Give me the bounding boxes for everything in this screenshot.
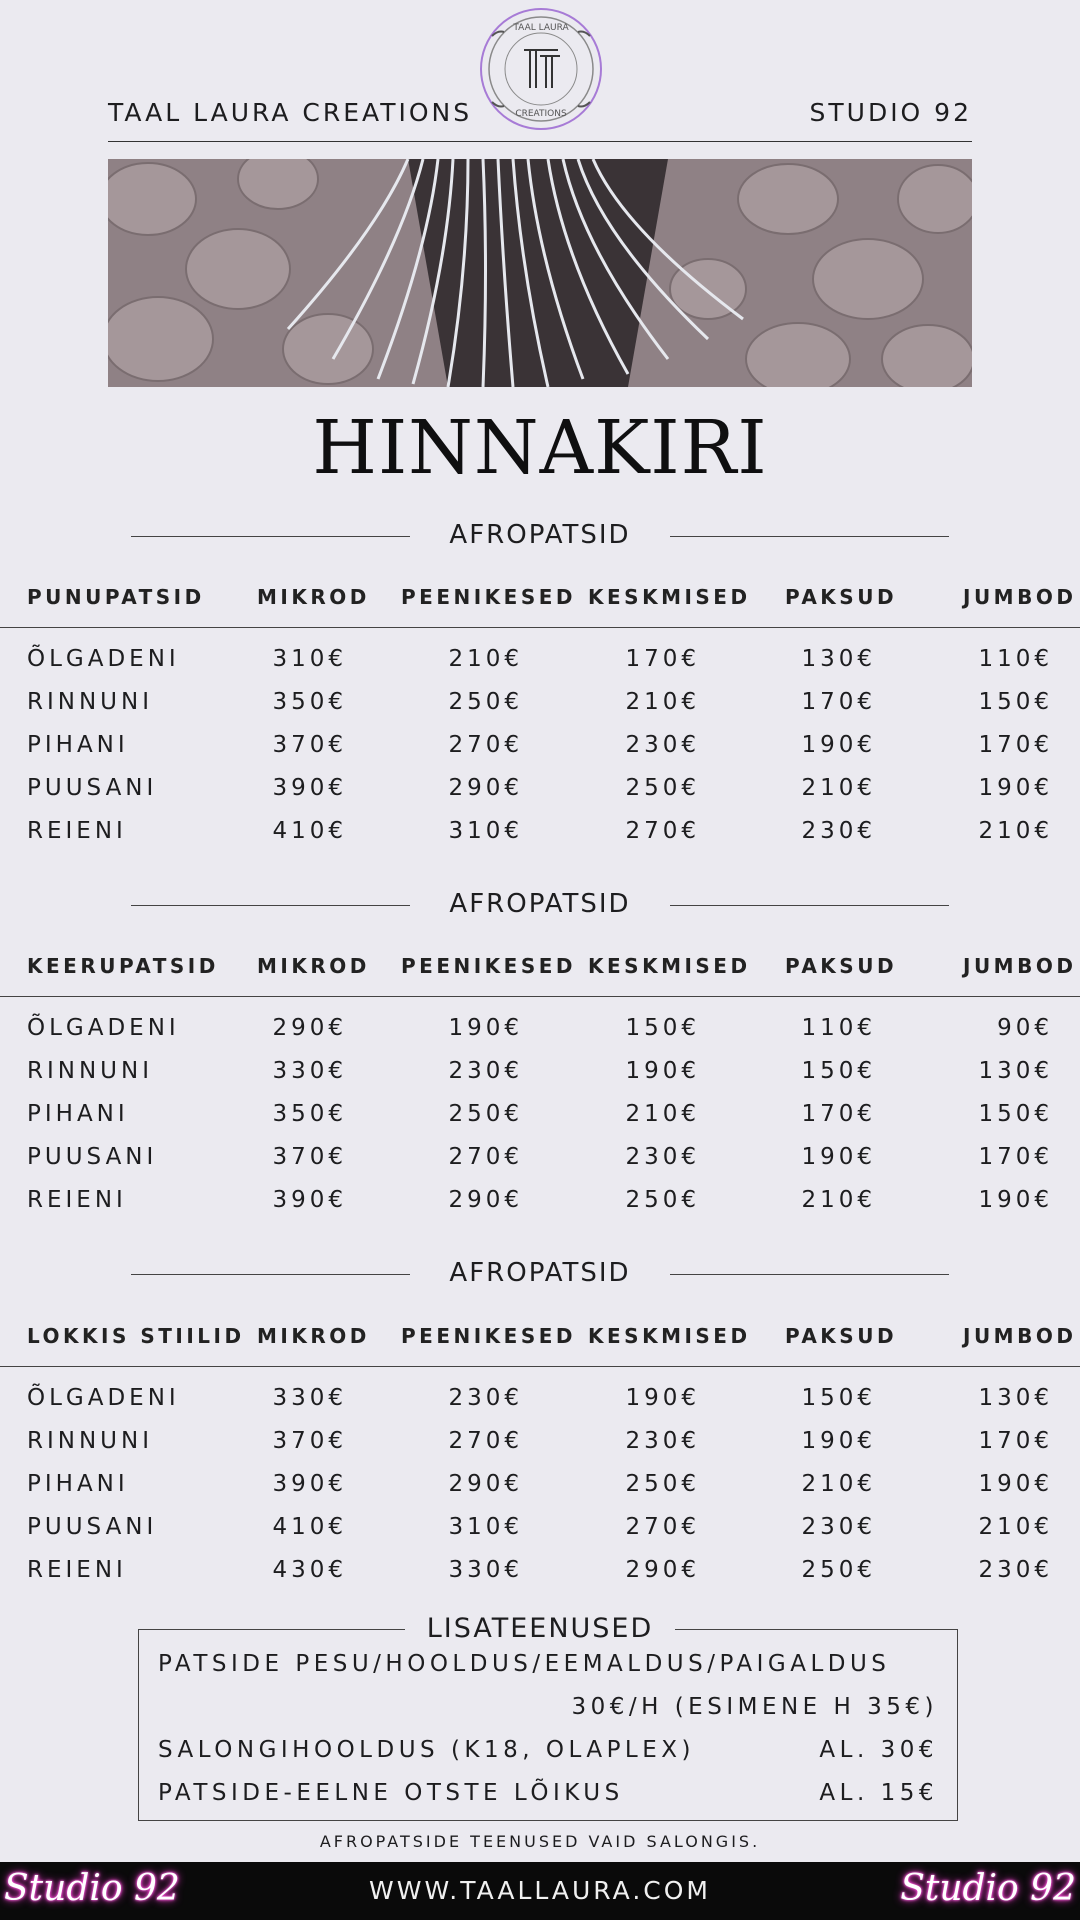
row-label: PIHANI [27,1101,129,1127]
price-cell: 210€ [448,646,523,672]
footer-note: AFROPATSIDE TEENUSED VAID SALONGIS. [319,1832,761,1851]
price-cell: 410€ [272,818,347,844]
price-cell: 190€ [978,1187,1053,1213]
price-cell: 330€ [448,1557,523,1583]
column-header: MIKROD [257,585,370,609]
row-label: REIENI [27,818,127,844]
price-cell: 270€ [625,1514,700,1540]
price-cell: 170€ [978,1428,1053,1454]
section-heading-3 [0,1254,1080,1294]
price-cell: 210€ [801,1187,876,1213]
price-cell: 90€ [997,1015,1053,1041]
price-table-keerupatsid [0,948,1080,1230]
table-row [0,1471,1080,1514]
extras-service-1: PATSIDE PESU/HOOLDUS/EEMALDUS/PAIGALDUS [158,1651,891,1677]
price-cell: 250€ [625,775,700,801]
price-cell: 230€ [801,818,876,844]
price-cell: 170€ [801,689,876,715]
studio-signature-right: Studio 92 [900,1868,1076,1909]
table-header-divider [0,1366,1080,1367]
price-cell: 110€ [801,1015,876,1041]
logo-text-bottom: CREATIONS [515,109,567,119]
column-header: JUMBOD [963,954,1077,978]
section-heading-1 [0,516,1080,556]
column-header: MIKROD [257,954,370,978]
page-title: HINNAKIRI [312,405,768,491]
price-cell: 250€ [801,1557,876,1583]
row-label: PIHANI [27,1471,129,1497]
price-cell: 190€ [978,775,1053,801]
table-row [0,1058,1080,1101]
column-header: PEENIKESED [401,1324,576,1348]
column-header: PAKSUD [785,1324,898,1348]
row-label: PUUSANI [27,775,158,801]
row-label: ÕLGADENI [27,646,180,672]
price-cell: 310€ [448,1514,523,1540]
extras-service-1-price: 30€/H (ESIMENE H 35€) [571,1694,938,1720]
price-cell: 250€ [448,1101,523,1127]
column-header: PAKSUD [785,954,898,978]
row-label: RINNUNI [27,1058,153,1084]
row-label: ÕLGADENI [27,1015,180,1041]
price-cell: 210€ [978,818,1053,844]
table-row [0,646,1080,689]
column-header: LOKKIS STIILID [27,1324,245,1348]
price-cell: 310€ [272,646,347,672]
column-header: MIKROD [257,1324,370,1348]
column-header: KESKMISED [588,954,751,978]
table-row [0,1385,1080,1428]
price-cell: 330€ [272,1385,347,1411]
price-cell: 250€ [448,689,523,715]
price-cell: 150€ [801,1385,876,1411]
price-cell: 270€ [448,1144,523,1170]
table-row [0,1101,1080,1144]
extras-service-3-price: AL. 15€ [819,1780,938,1806]
price-cell: 190€ [448,1015,523,1041]
price-cell: 370€ [272,732,347,758]
studio-signature-left: Studio 92 [4,1868,180,1909]
column-header: KESKMISED [588,1324,751,1348]
table-header-row [0,579,1080,621]
price-cell: 370€ [272,1428,347,1454]
price-table-punupatsid [0,579,1080,861]
price-cell: 230€ [448,1058,523,1084]
table-row [0,1187,1080,1230]
price-cell: 390€ [272,1471,347,1497]
table-row [0,818,1080,861]
extras-heading-label: LISATEENUSED [405,1613,676,1644]
price-cell: 270€ [448,732,523,758]
extras-heading [0,1613,1080,1644]
table-row [0,775,1080,818]
column-header: PEENIKESED [401,954,576,978]
price-cell: 390€ [272,1187,347,1213]
price-cell: 190€ [625,1385,700,1411]
price-cell: 130€ [978,1385,1053,1411]
row-label: RINNUNI [27,689,153,715]
table-header-divider [0,627,1080,628]
column-header: PEENIKESED [401,585,576,609]
price-cell: 150€ [801,1058,876,1084]
price-cell: 410€ [272,1514,347,1540]
table-row [0,1514,1080,1557]
table-header-divider [0,996,1080,997]
table-row [0,732,1080,775]
price-cell: 230€ [978,1557,1053,1583]
hero-photo-braids [108,159,972,387]
price-cell: 150€ [978,689,1053,715]
price-cell: 230€ [625,1144,700,1170]
table-row [0,1144,1080,1187]
section-heading-label: AFROPATSID [449,520,631,550]
price-cell: 210€ [978,1514,1053,1540]
row-label: PUUSANI [27,1144,158,1170]
price-cell: 370€ [272,1144,347,1170]
table-header-row [0,948,1080,990]
price-cell: 170€ [801,1101,876,1127]
extras-service-2: SALONGIHOOLDUS (K18, OLAPLEX) [158,1737,696,1763]
table-row [0,689,1080,732]
brand-name-right: STUDIO 92 [809,98,972,127]
column-header: KESKMISED [588,585,751,609]
price-cell: 230€ [625,732,700,758]
price-cell: 390€ [272,775,347,801]
website-link[interactable]: WWW.TAALLAURA.COM [369,1876,711,1905]
price-cell: 190€ [801,732,876,758]
column-header: PAKSUD [785,585,898,609]
price-cell: 230€ [801,1514,876,1540]
price-cell: 110€ [978,646,1053,672]
section-heading-label: AFROPATSID [449,889,631,919]
price-cell: 270€ [448,1428,523,1454]
price-cell: 230€ [448,1385,523,1411]
table-row [0,1557,1080,1600]
logo-text-top: TAAL LAURA [513,23,569,33]
column-header: KEERUPATSID [27,954,219,978]
price-cell: 170€ [625,646,700,672]
price-cell: 430€ [272,1557,347,1583]
price-cell: 150€ [978,1101,1053,1127]
price-cell: 230€ [625,1428,700,1454]
price-cell: 330€ [272,1058,347,1084]
price-cell: 350€ [272,689,347,715]
section-heading-2 [0,885,1080,925]
price-cell: 210€ [625,1101,700,1127]
table-row [0,1015,1080,1058]
section-heading-label: AFROPATSID [449,1258,631,1288]
price-cell: 350€ [272,1101,347,1127]
column-header: PUNUPATSID [27,585,205,609]
price-cell: 270€ [625,818,700,844]
table-row [0,1428,1080,1471]
price-cell: 190€ [978,1471,1053,1497]
column-header: JUMBOD [963,585,1077,609]
table-header-row [0,1318,1080,1360]
price-cell: 290€ [272,1015,347,1041]
row-label: RINNUNI [27,1428,153,1454]
price-cell: 130€ [801,646,876,672]
extras-service-2-price: AL. 30€ [819,1737,938,1763]
price-cell: 170€ [978,1144,1053,1170]
extras-service-3: PATSIDE-EELNE OTSTE LÕIKUS [158,1780,624,1806]
price-cell: 250€ [625,1471,700,1497]
price-table-lokkis-stiilid [0,1318,1080,1600]
brand-name-left: TAAL LAURA CREATIONS [108,98,473,127]
price-cell: 210€ [625,689,700,715]
price-cell: 190€ [625,1058,700,1084]
row-label: PIHANI [27,732,129,758]
price-cell: 290€ [448,775,523,801]
row-label: REIENI [27,1187,127,1213]
header-divider [108,141,972,142]
column-header: JUMBOD [963,1324,1077,1348]
price-cell: 190€ [801,1144,876,1170]
row-label: ÕLGADENI [27,1385,180,1411]
price-cell: 150€ [625,1015,700,1041]
brand-logo [478,6,604,132]
price-cell: 290€ [448,1187,523,1213]
price-cell: 250€ [625,1187,700,1213]
row-label: PUUSANI [27,1514,158,1540]
price-cell: 170€ [978,732,1053,758]
price-cell: 210€ [801,1471,876,1497]
price-cell: 130€ [978,1058,1053,1084]
price-cell: 290€ [625,1557,700,1583]
price-cell: 210€ [801,775,876,801]
row-label: REIENI [27,1557,127,1583]
price-cell: 310€ [448,818,523,844]
price-cell: 190€ [801,1428,876,1454]
price-cell: 290€ [448,1471,523,1497]
